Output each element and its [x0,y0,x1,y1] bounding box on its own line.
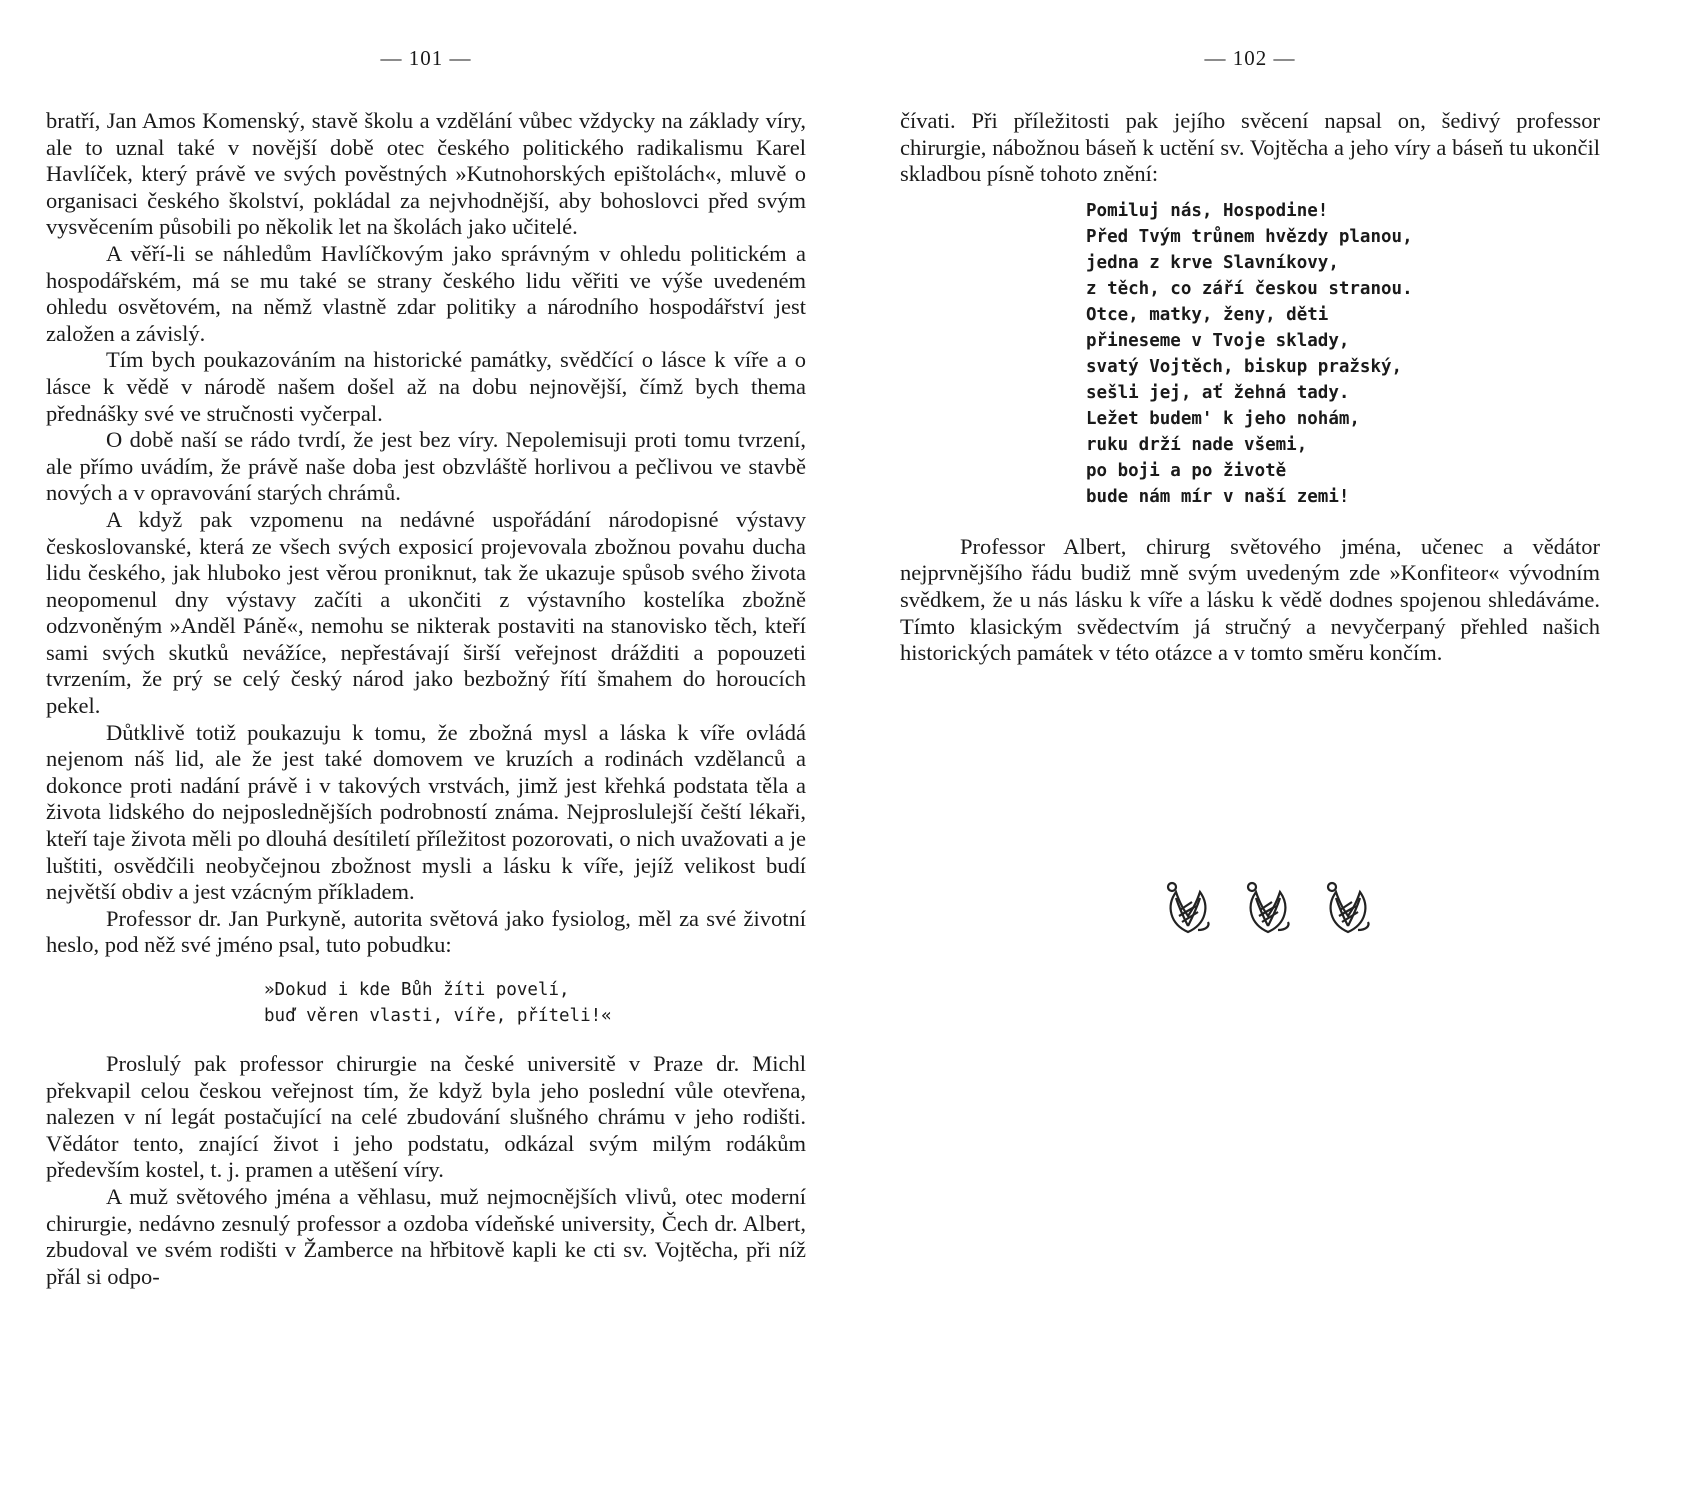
closing-ornaments [1162,880,1374,936]
hymn-line: sešli jej, ať žehná tady. [1086,382,1350,403]
paragraph: A věří-li se náhledům Havlíčkovým jako správným v ohledu politickém a hospodářském, má se mu také se strany českého lidu věřiti ve výše uvedeném ohledu osvětovém, na němž vlastně zdar politiky a národního hospodářství jest založen a závislý. [46,240,806,346]
paragraph: A když pak vzpomenu na nedávné uspořádání národopisné výstavy českoslovanské, která ze všech svých exposicí projevovala zbožnou povahu ducha lidu českého, jak hluboko jest věrou proniknut, tak že ukazuje spůsob svého života neopomenul dny výstavy začíti a ukončiti z výstavního kostelíka zbožně odzvoněným »Anděl Páně«, nemohu se nikterak postaviti na stanovisko těch, kteří sami svých skutků nevážíce, nepřestávají širší veřejnost drážditi a popouzeti tvrzením, že prý se celý český národ jako bezbožný řítí šmahem do horoucích pekel. [46,506,806,719]
page-number-left: — 101 — [380,46,472,70]
hymn-line: Otce, matky, ženy, děti [1086,304,1329,325]
hymn-line: Před Tvým trůnem hvězdy planou, [1086,226,1413,247]
motto-line: buď věren vlasti, víře, příteli!« [264,1006,612,1026]
paragraph: Proslulý pak professor chirurgie na české universitě v Praze dr. Michl překvapil celou českou veřejnost tím, že když byla jeho poslední vůle otevřena, nalezen v ní legát postačující na celé zbudování slušného chrámu v jeho rodišti. Vědátor tento, znající život i jeho podstatu, odkázal svým milým rodákům především kostel, t. j. pramen a utěšení víry. [46,1051,806,1183]
paragraph: čívati. Při příležitosti pak jejího svěcení napsal on, šedivý professor chirurgie, nábožnou báseň k uctění sv. Vojtěcha a jeho víry a báseň tu ukončil skladbou písně tohoto znění: [900,108,1600,187]
hymn-line: přineseme v Tvoje sklady, [1086,330,1350,351]
leaf-ornament-icon [1322,880,1374,936]
hymn-line: Ležet budem' k jeho nohám, [1086,408,1360,429]
hymn-line: po boji a po životě [1086,460,1287,481]
paragraph: A muž světového jména a věhlasu, muž nejmocnějších vlivů, otec moderní chirurgie, nedávno zesnulý professor a ozdoba vídeňské university, Čech dr. Albert, zbudoval ve svém rodišti v Žamberce na hřbitově kapli ke cti sv. Vojtěcha, při níž přál si odpo- [46,1183,806,1289]
hymn-poem [1086,198,1600,510]
right-page [900,0,1600,1500]
paragraph: bratří, Jan Amos Komenský, stavě školu a vzdělání vůbec vždycky na základy víry, ale to uznal také v novější době otec českého politického radikalismu Karel Havlíček, který právě ve svých pověstných »Kutnohorských epištolách«, mluvě o organisaci českého školství, pokládal za nejvhodnější, aby bohoslovci před svým vysvěcením působili po několik let na školách jako učitelé. [46,108,806,240]
leaf-ornament-icon [1162,880,1214,936]
hymn-line: Pomiluj nás, Hospodine! [1086,200,1329,221]
leaf-ornament-icon [1242,880,1294,936]
hymn-line: svatý Vojtěch, biskup pražský, [1086,356,1403,377]
left-page-text [46,108,806,1290]
paragraph: O době naší se rádo tvrdí, že jest bez víry. Nepolemisuji proti tomu tvrzení, ale přímo uvádím, že právě naše doba jest obzvláště horlivou a pečlivou ve stavbě nových a v opravování starých chrámů. [46,427,806,506]
paragraph: Důtklivě totiž poukazuju k tomu, že zbožná mysl a láska k víře ovládá nejenom náš lid, ale že jest také domovem ve kruzích a rodinách vzdělanců a dokonce proti nadání právě i v takových vrstvách, jimž jest křehká podstata těla a života lidského do nejposlednějších podrobností známa. Nejproslulejší čeští lékaři, kteří taje života měli po dlouhá desítiletí příležitost pozorovati, o nich uvažovati a je luštiti, osvědčili neobyčejnou zbožnost mysli a lásku k víře, jejíž velikost budí největší obdiv a jest vzácným příkladem. [46,719,806,905]
paragraph: Professor dr. Jan Purkyně, autorita světová jako fysiolog, měl za své životní heslo, pod něž své jméno psal, tuto pobudku: [46,905,806,958]
paragraph: Professor Albert, chirurg světového jména, učenec a vědátor nejprvnějšího řádu budiž mně svým uvedeným zde »Konfiteor« vývodním svědkem, že u nás lásku k víře a lásku k vědě dodnes spojenou shledáváme. Tímto klasickým svědectvím já stručný a nevyčerpaný přehled našich historických památek v této otázce a v tomto směru končím. [900,533,1600,666]
page-number-right: — 102 — [1204,46,1296,70]
hymn-line: ruku drží nade všemi, [1086,434,1308,455]
purkyne-motto [264,977,806,1029]
right-page-text [900,108,1600,667]
hymn-line: z těch, co září českou stranou. [1086,278,1413,299]
hymn-line: bude nám mír v naší zemi! [1086,486,1350,507]
paragraph: Tím bych poukazováním na historické památky, svědčící o lásce k víře a o lásce k vědě v národě našem došel až na dobu nejnovější, čímž bych thema přednášky své ve stručnosti vyčerpal. [46,347,806,426]
left-page [46,0,806,1500]
hymn-line: jedna z krve Slavníkovy, [1086,252,1339,273]
motto-line: »Dokud i kde Bůh žíti povelí, [264,980,570,1000]
